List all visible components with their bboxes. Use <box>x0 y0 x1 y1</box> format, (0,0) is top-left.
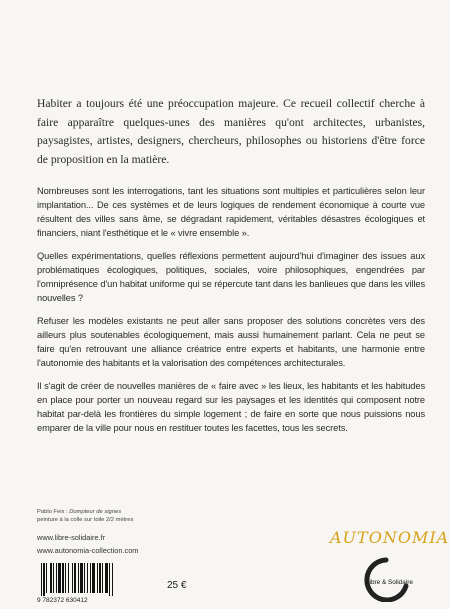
barcode-bar <box>46 563 47 593</box>
price: 25 € <box>167 580 187 591</box>
barcode-bar <box>74 563 76 593</box>
body-paragraph-3: Refuser les modèles existants ne peut aller sans proposer des solutions concrètes vers des ailleurs plus soutenables écologiquement, mais aussi humainement parlant. Cela ne peut se faire qu'en retrouvant une alliance créatrice entre experts et habitants, une harmonie entre l'autonomie des habitants et la valorisation des compétences architecturales. <box>37 316 425 368</box>
isbn-digits: 9 782372 630412 <box>37 597 88 603</box>
barcode-bar <box>41 563 42 596</box>
barcode-bar <box>87 563 88 593</box>
barcode-bar <box>92 563 95 593</box>
barcode-bar <box>62 563 64 593</box>
isbn-barcode <box>37 563 159 603</box>
barcode-bar <box>56 563 57 593</box>
credit-medium: peinture à la colle sur toile 2/2 mètres <box>37 517 134 523</box>
body-paragraph-2: Quelles expérimentations, quelles réflexions permettent aujourd'hui d'imaginer des issues aux problématiques écologiques, politiques, sociales, voire philosophiques, engendrées par l'omniprésence d'un habitat uniforme qui se répercute tant dans les banlieues que dans les villes nouvelles ? <box>37 251 425 303</box>
credit-title: Dompteur de signes <box>69 509 122 515</box>
url-libre-solidaire[interactable]: www.libre-solidaire.fr <box>37 533 106 542</box>
barcode-bar <box>99 563 101 593</box>
barcode-bar <box>78 563 79 593</box>
barcode-bar <box>90 563 91 593</box>
body-paragraph-4: Il s'agit de créer de nouvelles manières de « faire avec » les lieux, les habitants et les habitudes en place pour porter un nouveau regard sur les paysages et les identités qui composent notre habitat par-delà les frontières du simple logement ; de faire en sorte que nous puissions nous emparer de la ville pour nous en restituer toutes les facettes, tous les secrets. <box>37 381 425 433</box>
barcode-bar <box>68 563 69 593</box>
intro-paragraph: Habiter a toujours été une préoccupation majeure. Ce recueil collectif cherche à faire apparaître quelques-unes des manières qu'ont architectes, urbanistes, paysagistes, artistes, designers, chercheurs, philosophes ou historiens d'être force de proposition en la matière. <box>37 97 425 166</box>
barcode-bar <box>84 563 85 593</box>
barcode-bar <box>43 563 45 596</box>
autonomia-logo: AUTONOMIA <box>330 528 450 547</box>
libre-solidaire-logo <box>358 556 414 602</box>
barcode-bar <box>102 563 103 593</box>
barcode-bar <box>50 563 52 593</box>
barcode-bar <box>105 563 108 593</box>
barcode-bar <box>80 563 83 593</box>
credit-artist: Pablo Feix : <box>37 509 68 515</box>
barcode-bar <box>58 563 61 593</box>
body-paragraph-1: Nombreuses sont les interrogations, tant les situations sont multiples et particulières selon leur implantation... De ces systèmes et de leurs logiques de rendement économique à courte vue résultent des villes sans âme, se dégradant rapidement, véritables désastres écologiques et financiers, niant l'esthétique et le « vivre ensemble ». <box>37 186 425 238</box>
barcode-bar <box>72 563 73 593</box>
cover-credit <box>37 508 133 524</box>
publisher-name: Libre & Solidaire <box>366 579 413 586</box>
url-autonomia[interactable]: www.autonomia-collection.com <box>37 546 139 555</box>
barcode-bar <box>97 563 98 593</box>
barcode-bar <box>53 563 54 593</box>
barcode-bar <box>65 563 66 593</box>
barcode-bar <box>109 563 110 596</box>
body-text <box>37 184 425 444</box>
barcode-bar <box>112 563 113 596</box>
